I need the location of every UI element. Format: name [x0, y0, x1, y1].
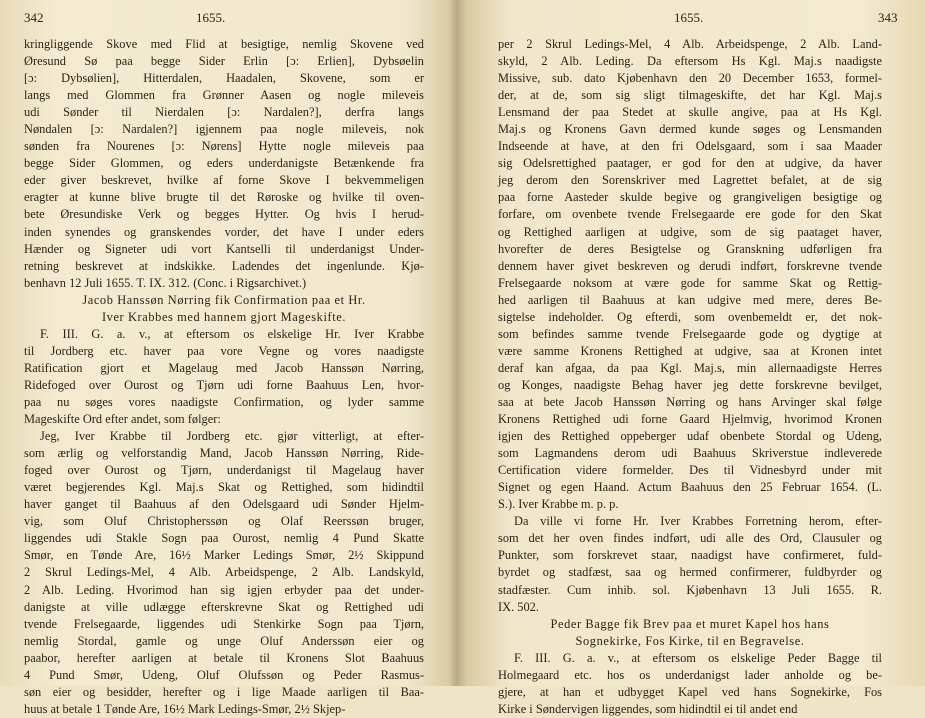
text-line: igjen des Rettighed oppeberger udaf obenbete Stordal og Udeng,: [498, 429, 882, 444]
text-line: Indseende at have, at den fri Odelsgaard, som i saa Maader: [498, 139, 882, 154]
right-page: [462, 0, 925, 716]
text-line: været begjerendes Kgl. Maj.s Skat og Rettighed, som hidindtil: [24, 480, 424, 495]
text-line: haver ganget til Baahuus af den Odelsgaard udi Sønder Hjelm-: [24, 497, 424, 512]
text-line: liggendes udi Stakle Sogn paa Ourost, nemlig 4 Pund Skatte: [24, 531, 424, 546]
text-line: paa forne Aasteder skulde begive og grangiveligen besigtige og: [498, 190, 882, 205]
text-line: som ærlig og velforstandig Mand, Jacob Hanssøn Nørring, Ride-: [24, 446, 424, 461]
text-line: foged over Ourost og Tjørn, underdanigst til Magelaug haver: [24, 463, 424, 478]
text-line: F. III. G. a. v., at eftersom os elskelige Peder Bagge til: [514, 650, 882, 665]
text-line: Signet og egen Haand. Actum Baahuus den 25 Februar 1654. (L.: [498, 480, 882, 495]
text-line: retning beskrevet at indskikke. Ladendes det ingenlunde. Kjø-: [24, 258, 424, 273]
text-line: eder giver beskrevet, hvilke af forne Skove I bekvemmeligen: [24, 173, 424, 188]
text-line: Iver Krabbes med hannem gjort Mageskifte.: [101, 309, 347, 324]
left-page: [0, 0, 452, 716]
text-line: Jeg, Iver Krabbe til Jordberg etc. gjør vitterligt, at efter-: [40, 429, 424, 444]
left-running-head: 1655.: [196, 10, 226, 25]
text-line: Lensmand der paa Stedet at skulle angive, paa at Hs Kgl.: [498, 105, 882, 120]
text-line: stadfæster. Cum inhib. sol. Kjøbenhavn 13 Juli 1655. R.: [498, 582, 882, 597]
left-page-header: [0, 10, 452, 30]
text-line: Ridefoged over Ourost og Tjørn udi forne Baahuus Len, hvor-: [24, 377, 424, 392]
text-line: [ɔ: Dybsølien], Hitterdalen, Haadalen, Skovene, som er: [24, 71, 424, 86]
text-line: søn eier og besidder, herefter og i lige Maade aarligen til Baa-: [24, 684, 424, 699]
text-line: benhavn 12 Juli 1655. T. IX. 312. (Conc. i Rigsarchivet.): [24, 275, 307, 290]
text-line: danigste at ville udlægge efterskrevne Skat og Rettighed udi: [24, 599, 424, 614]
left-page-number: 342: [24, 10, 44, 25]
text-line: per 2 Skrul Ledings-Mel, 4 Alb. Arbeidspenge, 2 Alb. Land-: [498, 37, 882, 51]
text-line: Certification videre formelder. Des til Vidnesbyrd under mit: [498, 463, 882, 478]
text-line: som befindes samme tvende Frelsegaarde gode og dygtige at: [498, 326, 882, 341]
text-line: paa nu søges vores naadigste Confirmation, og lyder samme: [24, 394, 424, 409]
text-line: sønden fra Nourenes [ɔ: Nørens] Hytte nogle mileveis paa: [24, 139, 424, 154]
text-line: Kronens Rettighed udi forne Gaard Hjelmvig, hvorimod Kronen: [498, 412, 882, 427]
text-line: kringliggende Skove med Flid at besigtige, nemlig Skovene ved: [24, 37, 424, 51]
text-line: Maj.s og Kronens Gavn dermed kunde søges og Lensmanden: [498, 122, 882, 137]
text-line: Ratification gjort et Magelaug med Jacob Hanssøn Nørring,: [24, 360, 424, 375]
text-line: Jacob Hanssøn Nørring fik Confirmation paa et Hr.: [82, 292, 366, 307]
text-line: forfare, om ovenbete tvende Frelsegaarde ere gode for den Skat: [498, 207, 882, 222]
text-line: Da ville vi forne Hr. Iver Krabbes Forretning herom, efter-: [514, 514, 882, 529]
text-line: Hænder og Signeter udi vort Kantselli til underdanigst Under-: [24, 241, 424, 256]
right-page-header: [462, 10, 925, 30]
text-line: der, at de, som sig sligt tilmageskifte, det har Kgl. Maj.s: [498, 88, 882, 103]
right-running-head: 1655.: [674, 10, 704, 25]
text-line: skyld, 2 Alb. Leding. Da eftersom Hs Kgl. Maj.s naadigste: [498, 54, 882, 69]
text-line: 2 Skrul Ledings-Mel, 4 Alb. Arbeidspenge, 2 Alb. Landskyld,: [24, 565, 424, 580]
text-line: Holmegaard etc. hos os underdanigst lader anholde og be-: [498, 667, 882, 682]
text-line: Mageskifte Ord efter andet, som følger:: [24, 412, 221, 427]
text-line: Missive, sub. dato Kjøbenhavn den 20 December 1653, formel-: [498, 71, 882, 86]
text-line: Peder Bagge fik Brev paa et muret Kapel hos hans: [550, 616, 830, 631]
text-line: sig Odelsrettighed paatager, er god for den at udgive, da haver: [498, 156, 882, 171]
text-line: hed aarligen til Baahuus at kan udgive med mere, deres Be-: [498, 292, 882, 307]
text-line: til Jordberg etc. haver paa vore Vegne og vores naadigste: [24, 343, 424, 358]
right-page-text: [498, 36, 882, 718]
text-line: vig, som Oluf Christopherssøn og Olaf Reerssøn bruger,: [24, 514, 424, 529]
text-line: og Rettighed aarligen at udgive, som de sig paataget haver,: [498, 224, 882, 239]
text-line: Frelsegaarde noksom at være gode for samme Skat og Rettig-: [498, 275, 882, 290]
text-line: og Konges, naadigste Behag haver jeg dette forskrevne bevilget,: [498, 377, 882, 392]
text-line: nemlig Stordal, gamle og unge Oluf Anderssøn eier og: [24, 633, 424, 648]
text-line: 2 Alb. Leding. Hvorimod han sig igjen erbyder paa det under-: [24, 582, 424, 597]
left-page-text: [24, 36, 424, 718]
text-line: byrdet og stadfæst, saa og hermed confirmerer, fuldbyrder og: [498, 565, 882, 580]
text-line: S.). Iver Krabbe m. p. p.: [498, 497, 619, 512]
text-line: Smør, en Tønde Are, 16½ Marker Ledings Smør, 2½ Skippund: [24, 548, 424, 563]
text-line: Punkter, som forskrevet staar, naadigst have confirmeret, fuld-: [498, 548, 882, 563]
text-line: gjere, at han et udbygget Kapel ved hans Sognekirke, Fos: [498, 684, 882, 699]
text-line: F. III. G. a. v., at eftersom os elskelige Hr. Iver Krabbe: [40, 326, 424, 341]
text-line: jeg derom den Sorenskriver med Lagrettet befalet, at de sig: [498, 173, 882, 188]
text-line: deraf kan afgaa, da paa Kgl. Maj.s, min allernaadigste Herres: [498, 360, 882, 375]
text-line: som det her oven findes indført, udi alle des Ord, Clausuler og: [498, 531, 882, 546]
text-line: Kirke i Søndervigen liggendes, som hidindtil ei til andet end: [498, 701, 798, 716]
text-line: eragter at kunne blive brugte til det Røroske og hvilke til oven-: [24, 190, 424, 205]
text-line: begge Sider Glommen, og eders underdanigste Betænkende fra: [24, 156, 424, 171]
text-line: være samme Kronens Rettighed at udgive, saa at Kronen intet: [498, 343, 882, 358]
text-line: bete Øresundiske Verk og begges Hytter. Og hvis I herud-: [24, 207, 424, 222]
text-line: Nøndalen [ɔ: Nardalen?] igjennem paa nogle mileveis, nok: [24, 122, 424, 137]
text-line: dennem haver givet beskreven og derudi indført, forskrevne tvende: [498, 258, 882, 273]
text-line: som Lagmandens derom udi Baahuus Skriverstue indleverede: [498, 446, 882, 461]
text-line: tvende Frelsegaarde, liggendes udi Stenkirke Sogn paa Tjørn,: [24, 616, 424, 631]
text-line: inden synendes og granskendes vorder, det have I under eders: [24, 224, 424, 239]
text-line: udi Sønder til Nierdalen [ɔ: Nardalen?], derfra langs: [24, 105, 424, 120]
text-line: sigtelse indeholder. Og efterdi, som ovenbemeldt er, det nok-: [498, 309, 882, 324]
text-line: langs med Glommen fra Grønner Aasen og nogle mileveis: [24, 88, 424, 103]
text-line: saa at bete Jacob Hanssøn Nørring og hans Arvinger skal følge: [498, 394, 882, 409]
text-line: paabor, herefter aarligen at betale til Kronens Slot Baahuus: [24, 650, 424, 665]
text-line: Øresund Sø paa begge Sider Erlin [ɔ: Erlien], Dybsøelin: [24, 54, 424, 69]
text-line: IX. 502.: [498, 599, 539, 614]
text-line: 4 Pund Smør, Udeng, Oluf Olufssøn og Peder Rasmus-: [24, 667, 424, 682]
text-line: huus at betale 1 Tønde Are, 16½ Mark Ledings-Smør, 2½ Skjep-: [24, 701, 346, 716]
right-page-number: 343: [878, 10, 898, 25]
text-line: Sognekirke, Fos Kirke, til en Begravelse.: [575, 633, 805, 648]
text-line: hvorefter de deres Besigtelse og Granskning udførligen fra: [498, 241, 882, 256]
